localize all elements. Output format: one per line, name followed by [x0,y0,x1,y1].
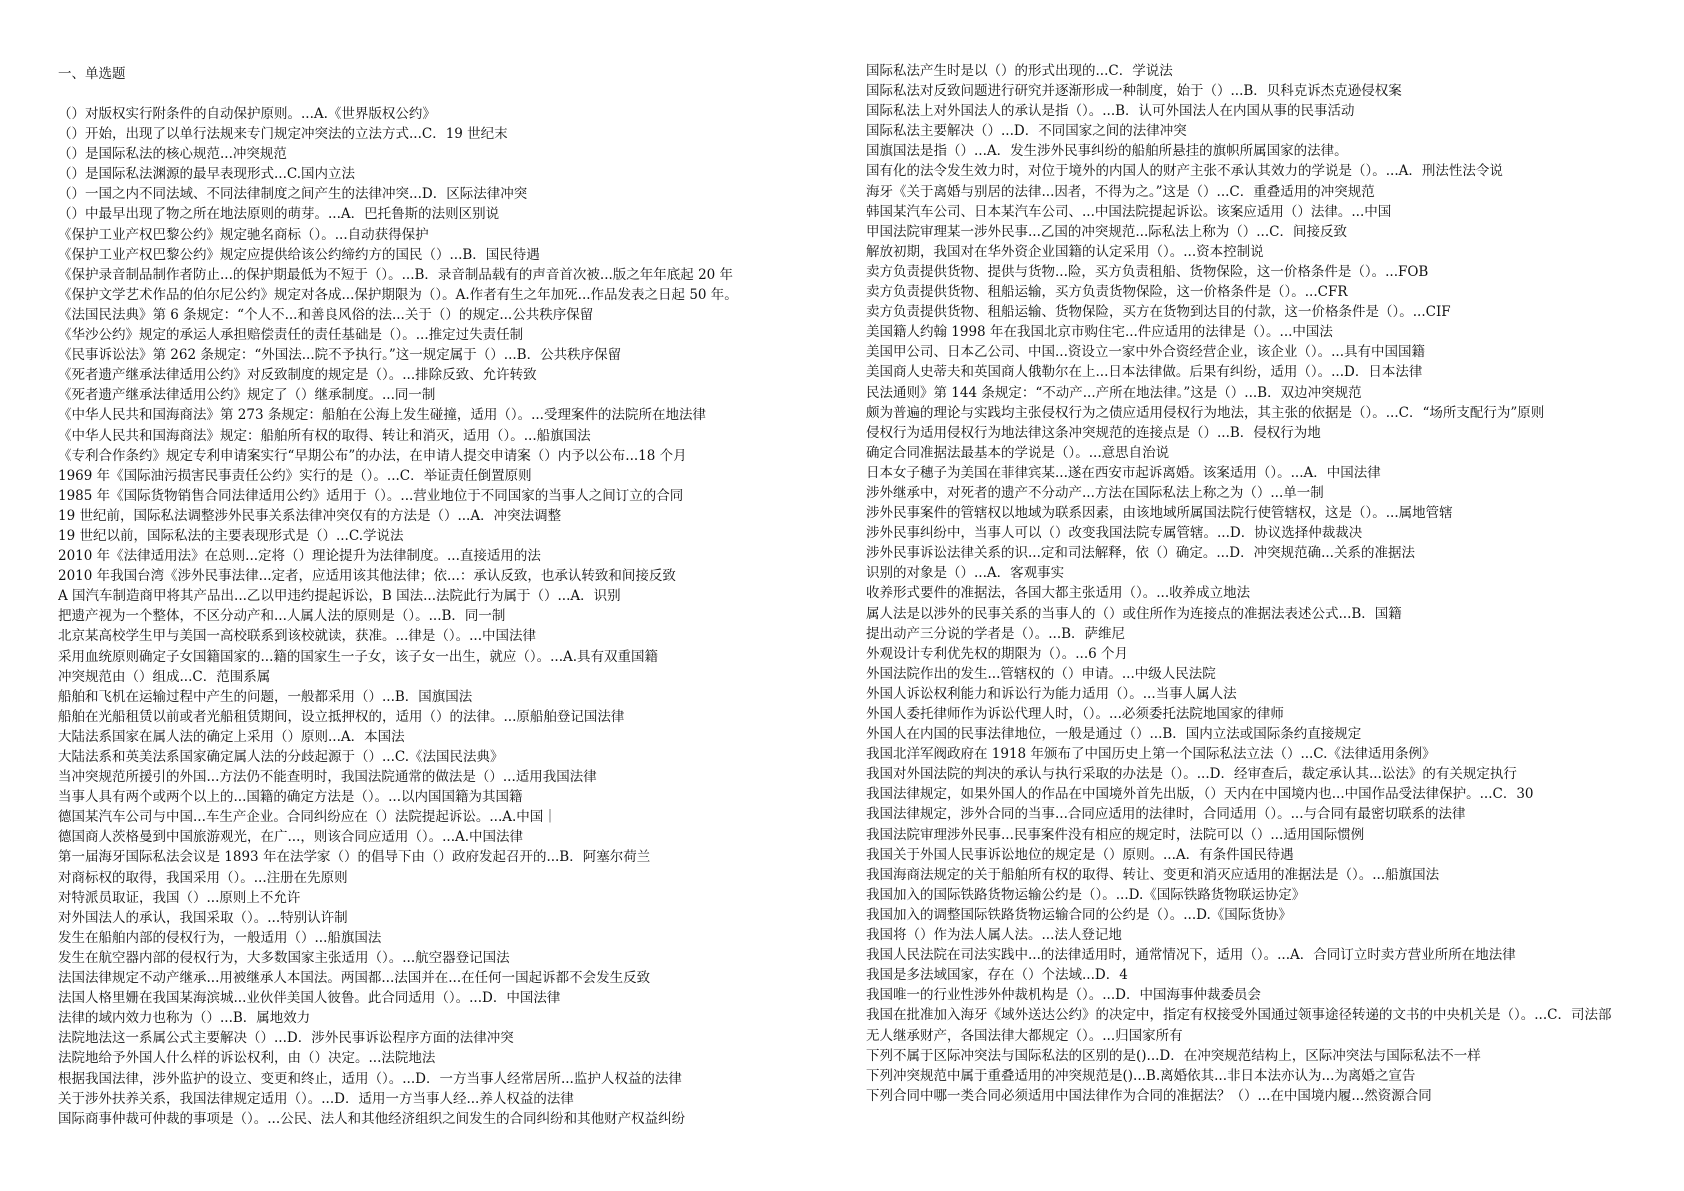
question-line: 确定合同准据法最基本的学说是（）。...意思自治说 [866,444,1170,461]
question-line: 美国商人史蒂夫和英国商人俄勒尔在上...日本法律做。后果有纠纷，适用（）。...D．日本法律 [866,364,1423,381]
question-line: 当事人具有两个或两个以上的...国籍的确定方法是（）。...以内国国籍为其国籍 [58,789,523,806]
question-line: 我国是多法域国家，存在（）个法域...D．4 [866,967,1128,984]
spacer [58,84,838,104]
question-line: 19 世纪以前，国际私法的主要表现形式是（）...C.学说法 [58,527,404,544]
question-line: 根据我国法律，涉外监护的设立、变更和终止，适用（）。...D．一方当事人经常居所...监护人权益的法律 [58,1070,682,1087]
question-line: 颇为普遍的理论与实践均主张侵权行为之债应适用侵权行为地法，其主张的依据是（）。...C．“场所支配行为”原则 [866,404,1545,421]
question-line: 外观设计专利优先权的期限为（）。...6 个月 [866,645,1129,662]
question-line: 《死者遗产继承法律适用公约》对反致制度的规定是（）。...排除反致、允许转致 [58,367,537,384]
question-line: 《华沙公约》规定的承运人承担赔偿责任的责任基础是（）。...推定过失责任制 [58,327,524,344]
question-line: （）是国际私法的核心规范...冲突规范 [58,146,287,163]
question-line: 国际私法对反致问题进行研究并逐渐形成一种制度，始于（）...B．贝科克诉杰克逊侵权案 [866,83,1402,100]
question-line: 我国将（）作为法人属人法。...法人登记地 [866,927,1122,944]
question-line: 《民事诉讼法》第 262 条规定：“外国法...院不予执行。”这一规定属于（）...B．公共秩序保留 [58,347,622,364]
question-line: 发生在航空器内部的侵权行为，大多数国家主张适用（）。...航空器登记国法 [58,949,510,966]
question-line: 外国人在内国的民事法律地位，一般是通过（）...B．国内立法或国际条约直接规定 [866,726,1362,743]
question-line: 德国商人茨格曼到中国旅游观光，在广...，则该合同应适用（）。...A.中国法律 [58,829,524,846]
question-line: （）中最早出现了物之所在地法原则的萌芽。...A．巴托鲁斯的法则区别说 [58,206,500,223]
question-line: 无人继承财产，各国法律大都规定（）。...归国家所有 [866,1027,1183,1044]
question-line: 国有化的法令发生效力时，对位于境外的内国人的财产主张不承认其效力的学说是（）。...A．刑法性法令说 [866,163,1503,180]
question-line: 2010 年《法律适用法》在总则...定将（）理论提升为法律制度。...直接适用的法 [58,548,541,565]
question-line: 法国人格里姗在我国某海滨城...业伙伴美国人彼鲁。此合同适用（）。...D．中国法律 [58,990,561,1007]
question-line: 民法通则》第 144 条规定：“不动产...产所在地法律。”这是（）...B．双边冲突规范 [866,384,1362,401]
question-line: 《中华人民共和国海商法》规定：船舶所有权的取得、转让和消灭，适用（）。...船旗国法 [58,427,591,444]
question-line: 对特派员取证，我国（）...原则上不允许 [58,889,301,906]
question-line: 大陆法系和英美法系国家确定属人法的分歧起源于（）...C.《法国民法典》 [58,749,504,765]
question-line: 韩国某汽车公司、日本某汽车公司、...中国法院提起诉讼。该案应适用（）法律。...中国 [866,203,1392,220]
question-line: 国际私法产生时是以（）的形式出现的...C．学说法 [866,63,1173,79]
question-line: 我国对外国法院的判决的承认与执行采取的办法是（）。...D．经审查后，裁定承认其...讼法》的有关规定执行 [866,766,1517,783]
question-line: 识别的对象是（）...A．客观事实 [866,565,1065,582]
question-line: 对外国法人的承认，我国采取（）。...特别认许制 [58,909,348,926]
question-line: 冲突规范由（）组成...C．范围系属 [58,668,271,685]
question-line: 涉外继承中，对死者的遗产不分动产...方法在国际私法上称之为（）...单一制 [866,484,1324,501]
question-line: 下列合同中哪一类合同必须适用中国法律作为合同的准据法？（）...在中国境内履...然资源合同 [866,1087,1432,1104]
question-line: 《死者遗产继承法律适用公约》规定了（）继承制度。...同一制 [58,387,436,404]
question-line: 国际私法上对外国法人的承认是指（）。...B．认可外国法人在内国从事的民事活动 [866,103,1355,120]
question-line: 收养形式要件的准据法，各国大都主张适用（）。...收养成立地法 [866,585,1251,602]
question-line: 我国北洋军阀政府在 1918 年颁布了中国历史上第一个国际私法立法（）...C.《法律适用条例》 [866,746,1436,763]
question-line: 第一届海牙国际私法会议是 1893 年在法学家（）的倡导下由（）政府发起召开的...B．阿塞尔荷兰 [58,849,651,866]
question-line: 《保护工业产权巴黎公约》规定应提供给该公约缔约方的国民（）...B．国民待遇 [58,246,540,263]
question-line: 甲国法院审理某一涉外民事...乙国的冲突规范...际私法上称为（）...C．间接反致 [866,223,1347,240]
question-line: 19 世纪前，国际私法调整涉外民事关系法律冲突仅有的方法是（）...A．冲突法调整 [58,507,562,524]
question-line: （）对版权实行附条件的自动保护原则。...A.《世界版权公约》 [58,106,436,122]
question-line: 《保护录音制品制作者防止...的保护期最低为不短于（）。...B．录音制品载有的声音首次被...版之年年底起 20 年 [58,266,734,283]
question-line: 法国法律规定不动产继承...用被继承人本国法。两国都...法国并在...在任何一国起诉都不会发生反致 [58,970,651,987]
question-line: 外国人委托律师作为诉讼代理人时，（）。...必须委托法院地国家的律师 [866,706,1284,722]
question-line: 下列冲突规范中属于重叠适用的冲突规范是()...B.离婚依其...非日本法亦认为...为离婚之宣告 [866,1067,1416,1084]
question-line: 卖方负责提供货物、租船运输，买方负责货物保险，这一价格条件是（）。...CFR [866,284,1348,301]
question-line: 外国法院作出的发生...管辖权的（）申请。...中级人民法院 [866,665,1216,682]
right-question-list [866,61,1636,1106]
question-line: 外国人诉讼权利能力和诉讼行为能力适用（）。...当事人属人法 [866,685,1237,702]
question-line: 属人法是以涉外的民事关系的当事人的（）或住所作为连接点的准据法表述公式...B．国籍 [866,605,1402,622]
question-line: 美国甲公司、日本乙公司、中国...资设立一家中外合资经营企业，该企业（）。...具有中国国籍 [866,344,1425,361]
question-line: 船舶在光船租赁以前或者光船租赁期间，设立抵押权的，适用（）的法律。...原船舶登记国法律 [58,708,625,725]
left-question-list [58,104,838,1129]
question-line: 采用血统原则确定子女国籍国家的...籍的国家生一子女，该子女一出生，就应（）。...A.具有双重国籍 [58,648,659,665]
question-line: 《法国民法典》第 6 条规定：“个人不...和善良风俗的法...关于（）的规定...公共秩序保留 [58,306,594,323]
question-line: 对商标权的取得，我国采用（）。...注册在先原则 [58,869,348,886]
question-line: 发生在船舶内部的侵权行为，一般适用（）...船旗国法 [58,929,382,946]
question-line: 法律的域内效力也称为（）...B．属地效力 [58,1010,311,1027]
question-line: 日本女子穗子为美国在菲律宾某...遂在西安市起诉离婚。该案适用（）。...A．中国法律 [866,464,1381,481]
question-line: 卖方负责提供货物、租船运输、货物保险，买方在货物到达目的付款，这一价格条件是（）。...CIF [866,304,1451,321]
question-line: 涉外民事纠纷中，当事人可以（）改变我国法院专属管辖。...D．协议选择仲裁裁决 [866,525,1363,542]
question-line: 涉外民事案件的管辖权以地域为联系因素，由该地域所属国法院行使管辖权，这是（）。...属地管辖 [866,505,1453,522]
question-line: 我国海商法规定的关于船舶所有权的取得、转让、变更和消灭应适用的准据法是（）。...船旗国法 [866,866,1440,883]
question-line: 涉外民事诉讼法律关系的识...定和司法解释，依（）确定。...D．冲突规范确...关系的准据法 [866,545,1415,562]
question-line: 法院地法这一系属公式主要解决（）...D．涉外民事诉讼程序方面的法律冲突 [58,1030,514,1047]
question-line: 侵权行为适用侵权行为地法律这条冲突规范的连接点是（）...B．侵权行为地 [866,424,1321,441]
question-line: 2010 年我国台湾《涉外民事法律...定者，应适用该其他法律；依...：承认反致，也承认转致和间接反致 [58,568,676,585]
question-line: 《保护文学艺术作品的伯尔尼公约》规定对各成...保护期限为（）。A.作者有生之年加死...作品发表之日起 50 年。 [58,286,738,303]
question-line: （）是国际私法渊源的最早表现形式...C.国内立法 [58,166,356,183]
question-line: 《保护工业产权巴黎公约》规定驰名商标（）。...自动获得保护 [58,226,429,243]
question-line: 我国在批准加入海牙《域外送达公约》的决定中，指定有权接受外国通过领事途径转递的文书的中央机关是（）。...C．司法部 [866,1007,1612,1024]
question-line: 船舶和飞机在运输过程中产生的问题，一般都采用（）...B．国旗国法 [58,688,473,705]
question-line: 大陆法系国家在属人法的确定上采用（）原则...A．本国法 [58,728,405,745]
question-line: 《专利合作条约》规定专利申请案实行“早期公布”的办法，在申请人提交申请案（）内予以公布...18 个月 [58,447,687,464]
question-line: 我国人民法院在司法实践中...的法律适用时，通常情况下，适用（）。...A．合同订立时卖方营业所所在地法律 [866,947,1516,964]
question-line: 提出动产三分说的学者是（）。...B．萨维尼 [866,625,1126,642]
question-line: 国际私法主要解决（）...D．不同国家之间的法律冲突 [866,123,1187,140]
question-line: 当冲突规范所援引的外国...方法仍不能查明时，我国法院通常的做法是（）...适用我国法律 [58,769,597,786]
question-line: 海牙《关于离婚与别居的法律...因者，不得为之。”这是（）...C．重叠适用的冲突规范 [866,183,1375,200]
question-line: 解放初期，我国对在华外资企业国籍的认定采用（）。...资本控制说 [866,243,1264,260]
question-line: 把遗产视为一个整体，不区分动产和...人属人法的原则是（）。...B．同一制 [58,608,506,625]
question-line: （）开始，出现了以单行法规来专门规定冲突法的立法方式...C．19 世纪末 [58,126,508,143]
question-line: 1985 年《国际货物销售合同法律适用公约》适用于（）。...营业地位于不同国家的当事人之间订立的合同 [58,487,684,504]
question-line: 1969 年《国际油污损害民事责任公约》实行的是（）。...C．举证责任倒置原则 [58,467,532,484]
left-column [58,64,838,1129]
question-line: 卖方负责提供货物、提供与货物...险，买方负责租船、货物保险，这一价格条件是（）。...FOB [866,263,1429,280]
question-line: 国旗国法是指（）...A．发生涉外民事纠纷的船舶所悬挂的旗帜所属国家的法律。 [866,143,1348,160]
question-line: 国际商事仲裁可仲裁的事项是（）。...公民、法人和其他经济组织之间发生的合同纠纷和其他财产权益纠纷 [58,1110,686,1127]
question-line: 关于涉外扶养关系，我国法律规定适用（）。...D．适用一方当事人经...养人权益的法律 [58,1090,574,1107]
question-line: 我国法院审理涉外民事...民事案件没有相应的规定时，法院可以（）...适用国际惯例 [866,826,1365,843]
right-column [866,61,1636,1106]
question-line: 德国某汽车公司与中国...车生产企业。合同纠纷应在（）法院提起诉讼。...A.中国｜ [58,809,557,826]
question-line: 我国法律规定，如果外国人的作品在中国境外首先出版，（）天内在中国境内也...中国作品受法律保护。...C．30 [866,786,1534,803]
question-line: 我国加入的国际铁路货物运输公约是（）。...D.《国际铁路货物联运协定》 [866,886,1306,903]
question-line: 我国唯一的行业性涉外仲裁机构是（）。...D．中国海事仲裁委员会 [866,987,1261,1004]
section-title: 一、单选题 [58,66,126,82]
question-line: A 国汽车制造商甲将其产品出...乙以甲违约提起诉讼，B 国法...法院此行为属于（）...A．识别 [58,588,621,605]
question-line: （）一国之内不同法域、不同法律制度之间产生的法律冲突...D．区际法律冲突 [58,186,528,203]
question-line: 北京某高校学生甲与美国一高校联系到该校就读，获准。...律是（）。...中国法律 [58,628,536,645]
question-line: 美国籍人约翰 1998 年在我国北京市购住宅...件应适用的法律是（）。...中国法 [866,324,1333,341]
question-line: 《中华人民共和国海商法》第 273 条规定：船舶在公海上发生碰撞，适用（）。...受理案件的法院所在地法律 [58,407,706,424]
question-line: 我国加入的调整国际铁路货物运输合同的公约是（）。...D.《国际货协》 [866,906,1292,923]
question-line: 下列不属于区际冲突法与国际私法的区别的是()...D．在冲突规范结构上，区际冲突法与国际私法不一样 [866,1047,1481,1064]
question-line: 我国法律规定，涉外合同的当事...合同应适用的法律时，合同适用（）。...与合同有最密切联系的法律 [866,806,1466,823]
question-line: 我国关于外国人民事诉讼地位的规定是（）原则。...A．有条件国民待遇 [866,846,1294,863]
question-line: 法院地给予外国人什么样的诉讼权利，由（）决定。...法院地法 [58,1050,436,1067]
